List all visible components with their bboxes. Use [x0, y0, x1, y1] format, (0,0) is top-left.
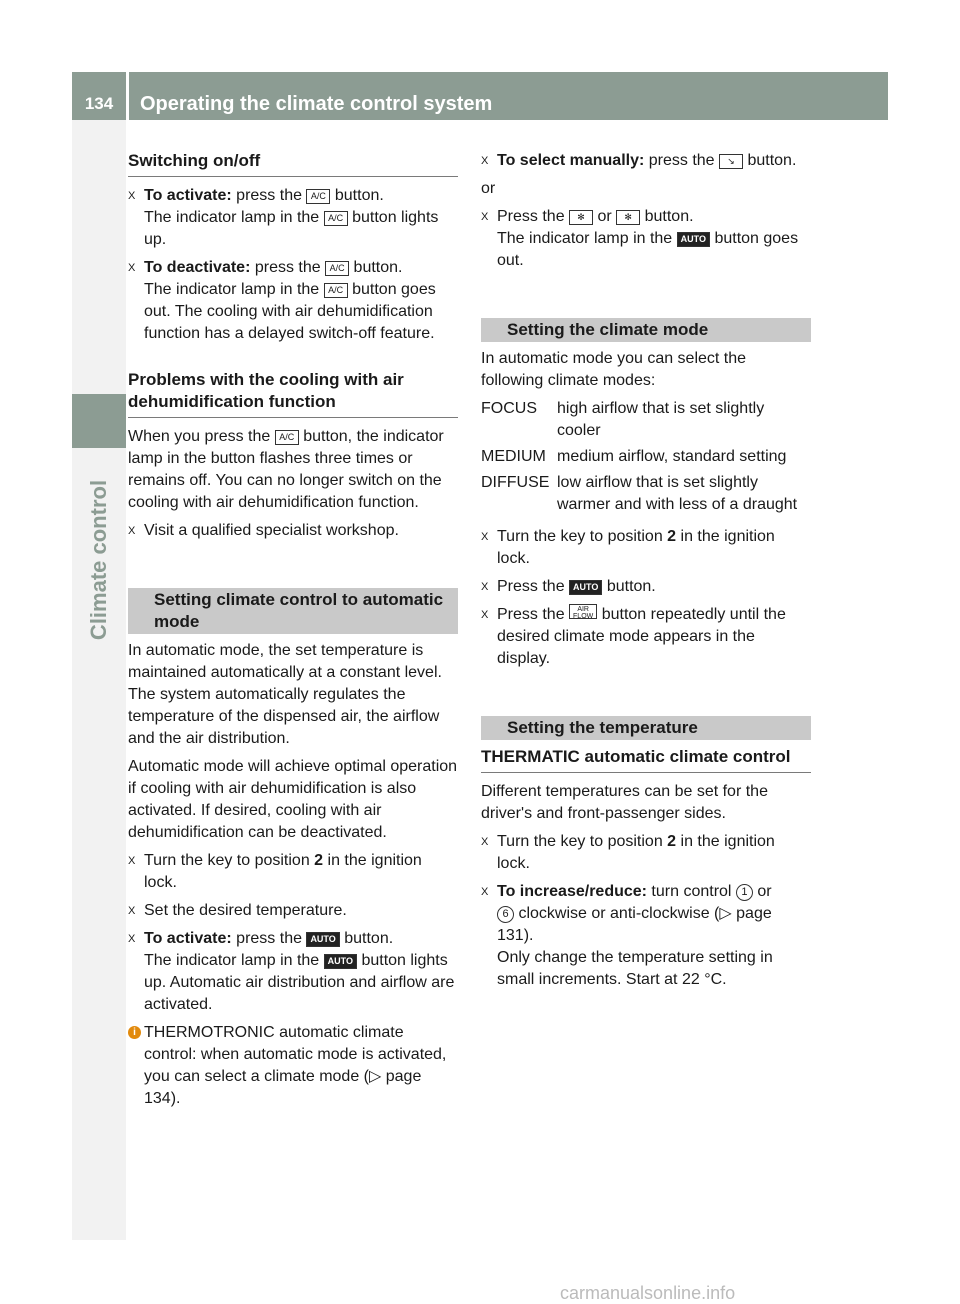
- arrow-icon: X: [481, 531, 489, 543]
- step-label: To activate:: [144, 930, 232, 947]
- step-press-fan: [481, 206, 811, 272]
- step-text: button.: [640, 208, 694, 225]
- air-flow-key-icon: [569, 604, 597, 619]
- step-text: Press the: [497, 606, 570, 623]
- step-bold: 2: [314, 852, 324, 869]
- page-number: 134: [84, 94, 114, 113]
- step-text: button.: [339, 930, 394, 947]
- step-deactivate: [128, 257, 458, 345]
- page-ref-icon: ▷: [719, 905, 732, 922]
- step-activate-auto: [128, 928, 458, 1016]
- step-turn-key: [481, 831, 811, 875]
- auto-key-icon: AUTO: [569, 580, 602, 595]
- side-tab: [72, 120, 126, 1240]
- or-label: or: [481, 180, 496, 197]
- step-text: Set the desired temperature.: [144, 902, 347, 919]
- arrow-icon: X: [481, 581, 489, 593]
- step-text: button.: [349, 259, 403, 276]
- step-select-manually: [481, 150, 811, 172]
- step-text: press the: [250, 259, 326, 276]
- paragraph-text: When you press the: [128, 428, 275, 445]
- mode-description: low airflow that is set slightly warmer and with less of a draught: [557, 474, 798, 513]
- step-press-auto: [481, 576, 811, 598]
- step-text: button lights up. Automatic air distribution and airflow are activated.: [144, 952, 455, 1013]
- step-text: Turn the key to position: [144, 852, 315, 869]
- paragraph: Automatic mode will achieve optimal operation if cooling with air dehumidification is also activated. If desired, cooling with air dehumidification can be deactivated.: [128, 758, 458, 841]
- step-increase-reduce: [481, 881, 811, 991]
- header-divider: [126, 72, 129, 120]
- section-title-climate-mode: Setting the climate mode: [481, 318, 811, 342]
- step-text: button.: [602, 578, 656, 595]
- paragraph: Different temperatures can be set for the driver's and front-passenger sides.: [481, 783, 768, 822]
- section-title-automatic: Setting climate control to automatic mode: [128, 588, 458, 634]
- step-text: or: [593, 208, 617, 225]
- arrow-icon: X: [481, 211, 489, 223]
- step-label: To increase/reduce:: [497, 883, 647, 900]
- footer-watermark: carmanualsonline.info: [560, 1283, 736, 1303]
- step-press-airflow: [481, 604, 811, 670]
- step-label: To select manually:: [497, 152, 645, 169]
- air-key-text: AIR: [577, 606, 589, 613]
- step-text: in the ignition lock.: [144, 852, 422, 891]
- arrow-icon: X: [128, 905, 136, 917]
- arrow-icon: X: [481, 886, 489, 898]
- step-bold: 2: [667, 528, 677, 545]
- page-header-title: Operating the climate control system: [140, 93, 493, 115]
- side-tab-marker: [72, 394, 126, 448]
- step-label: To activate:: [144, 187, 232, 204]
- step-text: page 131).: [497, 905, 772, 944]
- step-text: The indicator lamp in the: [497, 230, 677, 247]
- ac-key-icon: A/C: [306, 189, 330, 204]
- paragraph: [128, 426, 458, 514]
- mode-description: high airflow that is set slightly cooler: [557, 400, 765, 439]
- step-text: or: [752, 883, 772, 900]
- step-text: button goes out.: [497, 230, 799, 269]
- arrow-icon: X: [481, 609, 489, 621]
- arrow-icon: X: [481, 836, 489, 848]
- ac-key-icon: A/C: [325, 261, 349, 276]
- step-label: To deactivate:: [144, 259, 251, 276]
- fan-increase-key-icon: ✻: [616, 210, 640, 225]
- ac-key-icon: A/C: [324, 283, 348, 298]
- left-column: [128, 150, 458, 1116]
- info-icon: i: [128, 1026, 141, 1039]
- step-text: in the ignition lock.: [497, 528, 775, 567]
- step-text: press the: [231, 187, 307, 204]
- step-text: button lights up.: [144, 209, 439, 248]
- auto-key-icon: AUTO: [306, 932, 339, 947]
- control-1-icon: 1: [736, 884, 753, 901]
- step-text: Visit a qualified specialist workshop.: [144, 522, 399, 539]
- auto-key-icon: AUTO: [324, 954, 357, 969]
- step-text: Turn the key to position: [497, 833, 668, 850]
- step-bold: 2: [667, 833, 677, 850]
- step-turn-key: [481, 526, 811, 570]
- step-text: button.: [743, 152, 797, 169]
- paragraph: In automatic mode you can select the following climate modes:: [481, 350, 747, 389]
- arrow-icon: X: [128, 525, 136, 537]
- note-text: page 134).: [144, 1068, 422, 1107]
- step-text: clockwise or anti-clockwise (: [514, 905, 720, 922]
- right-column: [481, 150, 811, 997]
- step-visit-workshop: [128, 520, 458, 542]
- auto-key-icon: AUTO: [677, 232, 710, 247]
- step-text: in the ignition lock.: [497, 833, 775, 872]
- paragraph: In automatic mode, the set temperature is maintained automatically at a constant level. The system automatically regulates the temperature of the dispensed air, the airflow and the air distribution.: [128, 642, 442, 747]
- arrow-icon: X: [128, 855, 136, 867]
- arrow-icon: X: [128, 190, 136, 202]
- step-text: The indicator lamp in the: [144, 209, 324, 226]
- section-title-problems: Problems with the cooling with air dehumidification function: [128, 369, 458, 418]
- fan-decrease-key-icon: ✻: [569, 210, 593, 225]
- mode-name: DIFFUSE: [481, 474, 550, 491]
- step-text: Press the: [497, 208, 570, 225]
- step-activate: [128, 185, 458, 251]
- mode-description: medium airflow, standard setting: [557, 448, 787, 465]
- air-distribution-key-icon: ↘: [719, 154, 743, 169]
- step-text: button goes out. The cooling with air dehumidification function has a delayed switch-off feature.: [144, 281, 436, 342]
- step-text: press the: [231, 930, 307, 947]
- arrow-icon: X: [128, 933, 136, 945]
- paragraph-text: button, the indicator lamp in the button flashes three times or remains off. You can no longer switch on the cooling with air dehumidification function.: [128, 428, 444, 511]
- ac-key-icon: A/C: [324, 211, 348, 226]
- step-turn-key: [128, 850, 458, 894]
- info-note: [128, 1022, 458, 1110]
- step-text: Turn the key to position: [497, 528, 668, 545]
- control-6-icon: 6: [497, 906, 514, 923]
- step-text: press the: [644, 152, 720, 169]
- section-title-temperature: Setting the temperature: [481, 716, 811, 740]
- mode-name: MEDIUM: [481, 448, 546, 465]
- step-text: Press the: [497, 578, 570, 595]
- step-text: button.: [330, 187, 384, 204]
- arrow-icon: X: [128, 262, 136, 274]
- step-text: button repeatedly until the desired climate mode appears in the display.: [497, 606, 786, 667]
- subsection-title-thermatic: THERMATIC automatic climate control: [481, 746, 811, 773]
- climate-modes-table: [481, 398, 811, 520]
- step-set-temperature: [128, 900, 458, 922]
- arrow-icon: X: [481, 155, 489, 167]
- note-text: THERMOTRONIC automatic climate control: when automatic mode is activated, you can select a climate mode (: [144, 1024, 447, 1085]
- step-text: turn control: [646, 883, 736, 900]
- step-text: The indicator lamp in the: [144, 281, 324, 298]
- mode-name: FOCUS: [481, 400, 537, 417]
- page-ref-icon: ▷: [369, 1068, 382, 1085]
- step-text: The indicator lamp in the: [144, 952, 324, 969]
- ac-key-icon: A/C: [275, 430, 299, 445]
- step-text: Only change the temperature setting in small increments. Start at 22 °C.: [497, 949, 773, 988]
- side-tab-label: Climate control: [86, 479, 111, 641]
- section-title-switching: Switching on/off: [128, 150, 458, 177]
- flow-key-text: FLOW: [573, 613, 594, 620]
